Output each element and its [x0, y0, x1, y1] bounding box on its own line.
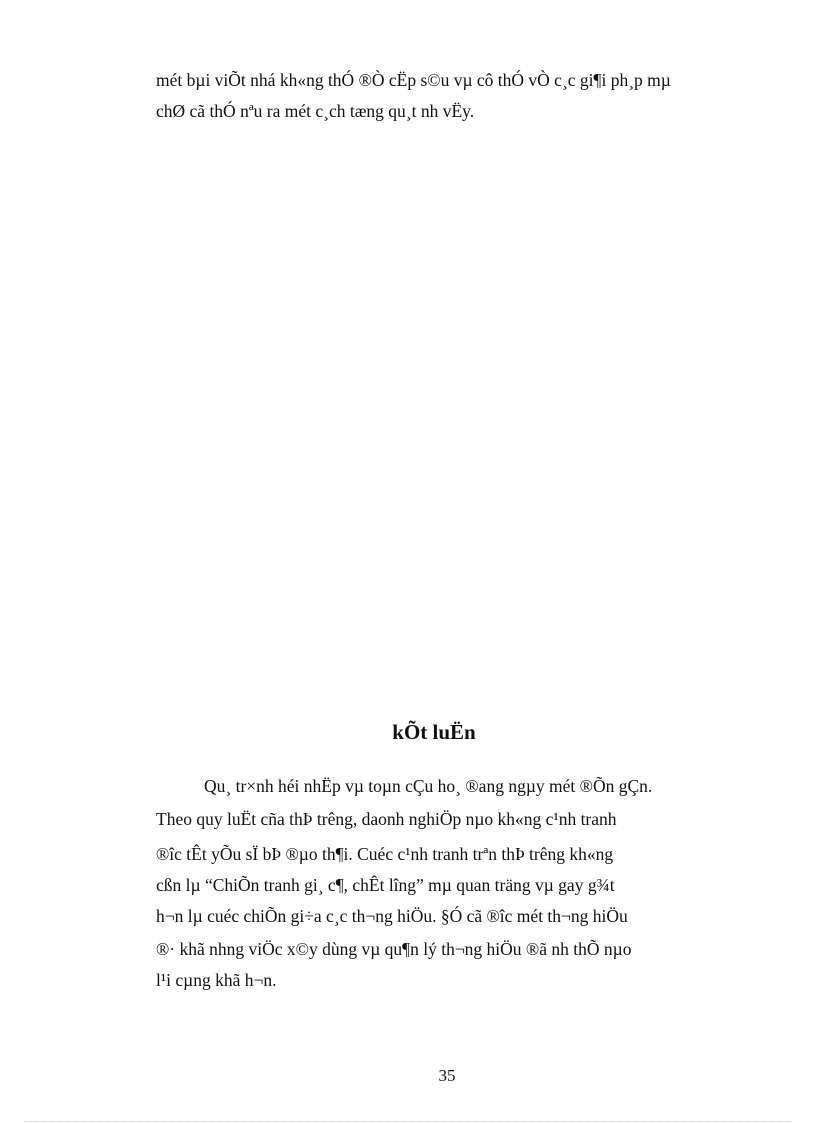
text-line: ®îc tÊt yÕu sÏ bÞ ®µo th¶i. Cuéc c¹nh tranh trªn thÞ trêng kh«ng [156, 844, 614, 864]
text-line: mét bµi viÕt nhá kh«ng thÓ ®Ò cËp s©u vµ cô thÓ vÒ c¸c gi¶i ph¸p mµ [156, 70, 671, 90]
text-line: Qu¸ tr×nh héi nhËp vµ toµn cÇu ho¸ ®ang ngµy mét ®Õn gÇn. [204, 776, 653, 796]
conclusion-title: kÕt luËn [392, 720, 476, 744]
text-line: Theo quy luËt cña thÞ trêng, daonh nghiÖp nµo kh«ng c¹nh tranh [156, 809, 617, 829]
text-line: h¬n lµ cuéc chiÕn gi÷a c¸c th¬ng hiÖu. §Ó cã ®îc mét th¬ng hiÖu [156, 906, 628, 926]
text-line: ®· khã nhng viÖc x©y dùng vµ qu¶n lý th¬ng hiÖu ®ã nh thÕ nµo [156, 939, 632, 959]
page-number: 35 [438, 1066, 456, 1085]
footer-divider [24, 1121, 792, 1122]
text-line: l¹i cµng khã h¬n. [156, 970, 277, 990]
text-line: cßn lµ “ChiÕn tranh gi¸ c¶, chÊt lîng” mµ quan träng vµ gay g¾t [156, 875, 615, 895]
text-line: chØ cã thÓ nªu ra mét c¸ch tæng qu¸t nh vËy. [156, 101, 475, 121]
